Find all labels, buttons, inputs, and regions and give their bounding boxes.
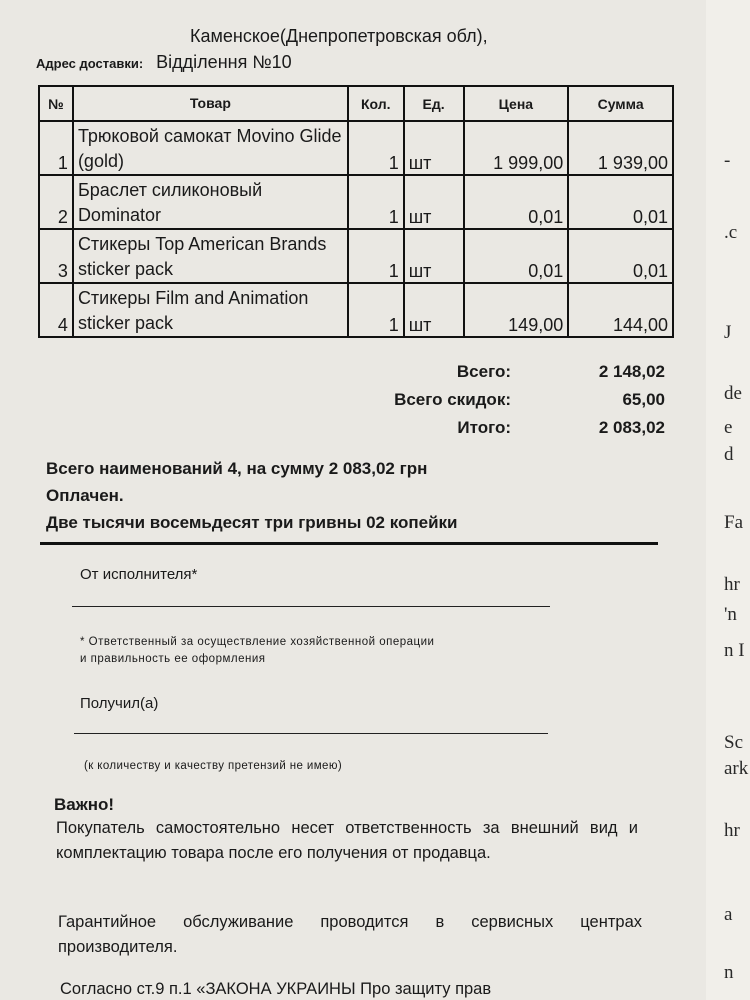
- discount-row: [340, 386, 665, 414]
- row-unit: шт: [404, 283, 464, 337]
- paid-status: Оплачен.: [46, 486, 124, 505]
- row-product: Браслет силиконовый Dominator: [73, 175, 348, 229]
- grand-total-label: Итого:: [457, 418, 511, 437]
- row-sum: 0,01: [568, 229, 673, 283]
- footnote-line: * Ответственный за осуществление хозяйственной операции: [80, 636, 435, 648]
- received-note: (к количеству и качеству претензий не имею): [84, 760, 343, 772]
- table-row: [39, 121, 673, 175]
- totals-block: [340, 358, 665, 442]
- important-title: Важно!: [54, 795, 115, 814]
- row-qty: 1: [348, 229, 404, 283]
- row-price: 1 999,00: [464, 121, 569, 175]
- important-paragraph: Покупатель самостоятельно несет ответственность за внешний вид и комплектацию товара после его получения от продавца.: [56, 819, 638, 862]
- bg-fragment: n I: [724, 640, 745, 661]
- bg-fragment: ark: [724, 758, 749, 779]
- row-product: Трюковой самокат Movino Glide (gold): [73, 121, 348, 175]
- bg-fragment: a: [724, 904, 733, 925]
- col-price: Цена: [464, 86, 569, 121]
- row-product: Стикеры Top American Brands sticker pack: [73, 229, 348, 283]
- bg-fragment: Fa: [724, 512, 743, 533]
- total-value: 2 148,02: [598, 362, 665, 381]
- bg-fragment: d: [724, 444, 734, 465]
- col-product: Товар: [73, 86, 348, 121]
- table-row: [39, 229, 673, 283]
- row-number: 1: [39, 121, 73, 175]
- delivery-value: Відділення №10: [156, 52, 292, 72]
- row-sum: 1 939,00: [568, 121, 673, 175]
- summary-block: [46, 455, 458, 536]
- bg-fragment: Sc: [724, 732, 743, 753]
- row-price: 0,01: [464, 229, 569, 283]
- table-row: [39, 175, 673, 229]
- row-qty: 1: [348, 283, 404, 337]
- total-row: [340, 358, 665, 386]
- col-unit: Ед.: [404, 86, 464, 121]
- bg-fragment: 'n: [724, 604, 737, 625]
- bg-fragment: e: [724, 417, 733, 438]
- from-executor-label: От исполнителя*: [80, 566, 198, 583]
- row-price: 149,00: [464, 283, 569, 337]
- row-price: 0,01: [464, 175, 569, 229]
- row-qty: 1: [348, 121, 404, 175]
- received-label: Получил(а): [80, 695, 159, 712]
- bg-fragment: J: [724, 322, 732, 343]
- row-number: 2: [39, 175, 73, 229]
- row-unit: шт: [404, 229, 464, 283]
- row-number: 3: [39, 229, 73, 283]
- row-unit: шт: [404, 121, 464, 175]
- row-sum: 0,01: [568, 175, 673, 229]
- bg-fragment: -: [724, 150, 731, 171]
- table-header-row: [39, 86, 673, 121]
- divider: [40, 542, 658, 545]
- bg-fragment: de: [724, 383, 742, 404]
- discount-value: 65,00: [622, 390, 665, 409]
- col-sum: Сумма: [568, 86, 673, 121]
- warranty-paragraph: Гарантийное обслуживание проводится в сервисных центрах производителя.: [58, 913, 642, 956]
- bg-fragment: .c: [724, 222, 738, 243]
- col-number: №: [39, 86, 73, 121]
- signature-line-recipient: [74, 733, 548, 734]
- row-number: 4: [39, 283, 73, 337]
- bg-fragment: n: [724, 962, 734, 983]
- footnote-line: и правильность ее оформления: [80, 653, 266, 665]
- delivery-address: [36, 52, 292, 73]
- city-line: Каменское(Днепропетровская обл),: [190, 26, 488, 46]
- table-row: [39, 283, 673, 337]
- row-product: Стикеры Film and Animation sticker pack: [73, 283, 348, 337]
- total-label: Всего:: [456, 362, 511, 381]
- grand-total-row: [340, 414, 665, 442]
- signature-line-executor: [72, 606, 550, 607]
- bg-fragment: hr: [724, 574, 740, 595]
- amount-in-words: Две тысячи восемьдесят три гривны 02 копейки: [46, 513, 458, 532]
- row-sum: 144,00: [568, 283, 673, 337]
- executor-footnote: [80, 634, 434, 668]
- summary-count-line: Всего наименований 4, на сумму 2 083,02 грн: [46, 459, 428, 478]
- col-qty: Кол.: [348, 86, 404, 121]
- bg-fragment: hr: [724, 820, 740, 841]
- law-paragraph: Согласно ст.9 п.1 «ЗАКОНА УКРАИНЫ Про защиту прав: [60, 980, 492, 998]
- discount-label: Всего скидок:: [394, 390, 511, 409]
- background-document-strip: [706, 0, 750, 1000]
- row-unit: шт: [404, 175, 464, 229]
- delivery-label: Адрес доставки:: [36, 56, 144, 71]
- items-table: [38, 85, 674, 338]
- row-qty: 1: [348, 175, 404, 229]
- grand-total-value: 2 083,02: [598, 418, 665, 437]
